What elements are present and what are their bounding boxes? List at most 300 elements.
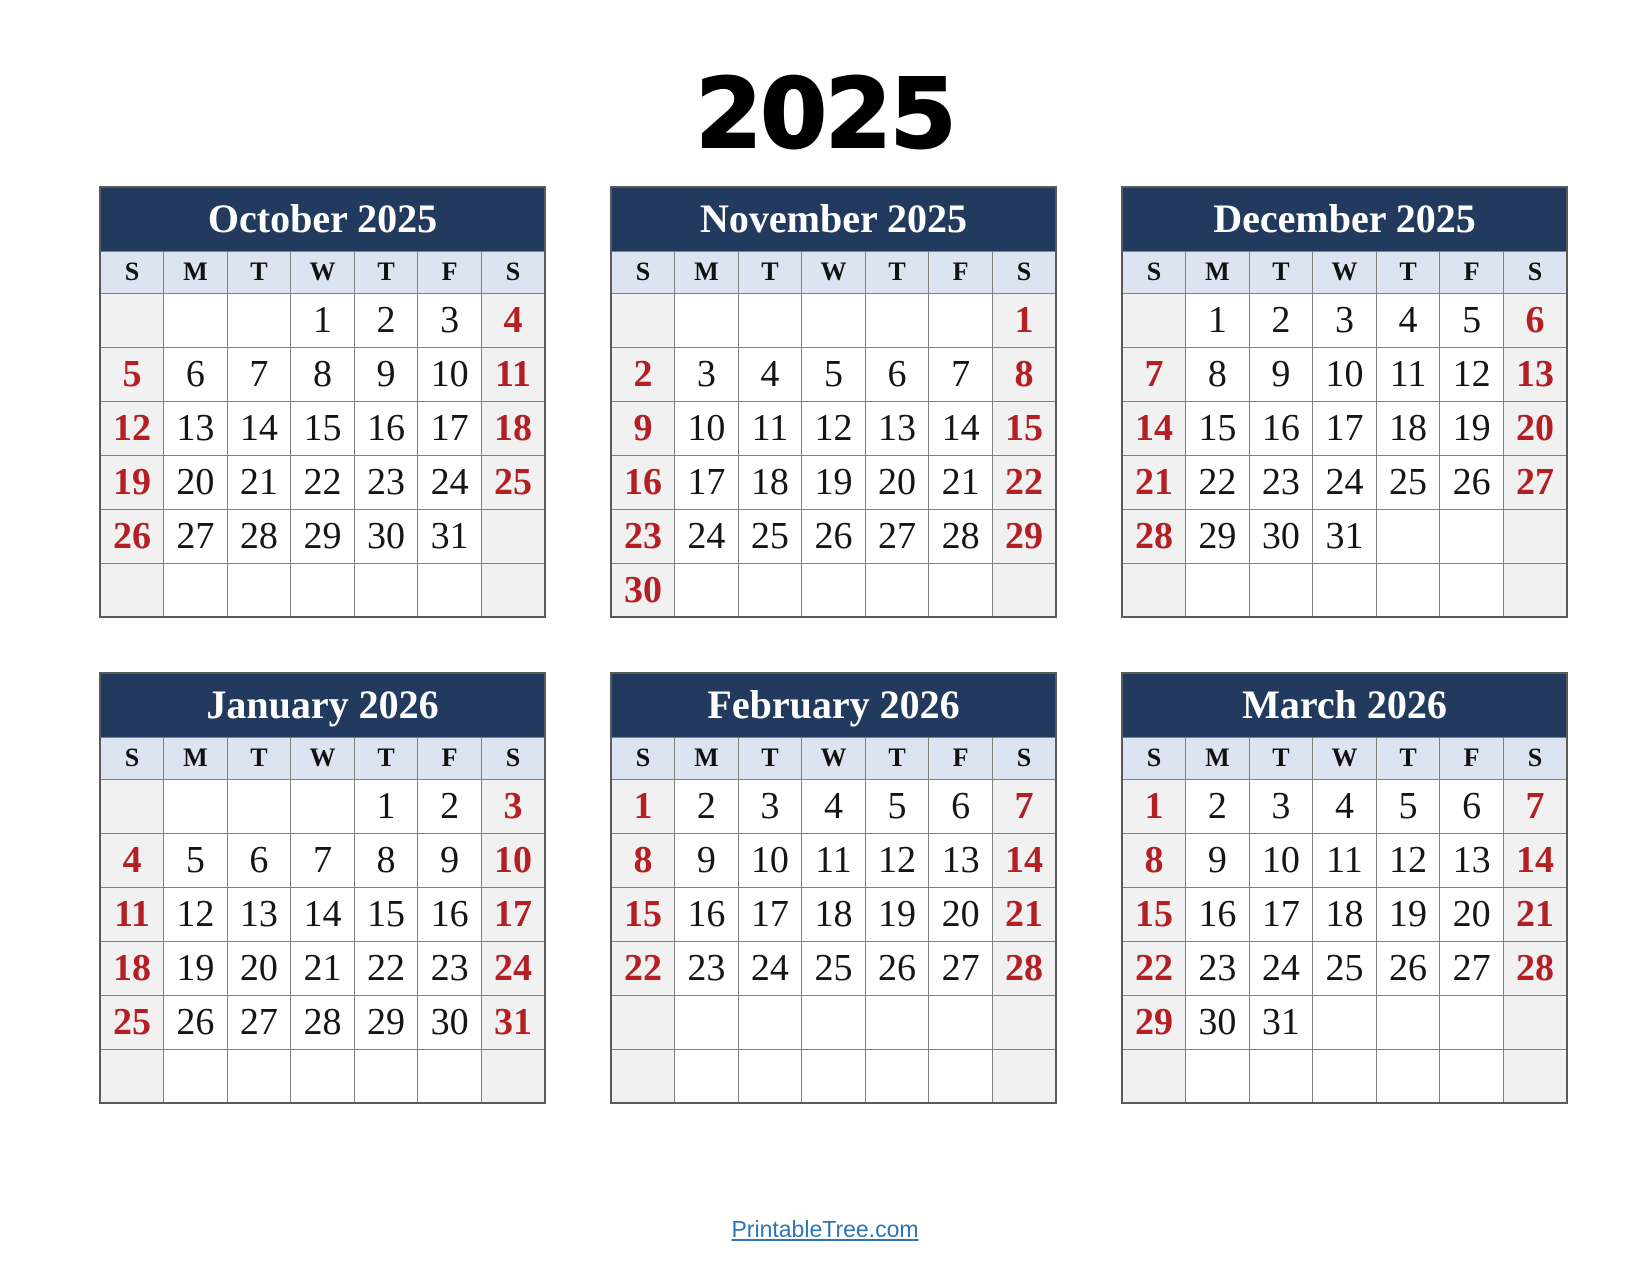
- week-row: [611, 833, 1056, 887]
- week-row: [611, 509, 1056, 563]
- day-cell: 10: [738, 833, 802, 887]
- day-header: F: [929, 737, 993, 779]
- day-cell: 20: [865, 455, 929, 509]
- day-cell: [100, 1049, 164, 1103]
- day-cell: 24: [481, 941, 545, 995]
- day-header: W: [1313, 251, 1377, 293]
- day-cell: 22: [611, 941, 675, 995]
- week-row: [1122, 401, 1567, 455]
- day-cell: 16: [675, 887, 739, 941]
- day-cell: 28: [1122, 509, 1186, 563]
- day-cell: [227, 779, 291, 833]
- day-header: T: [738, 251, 802, 293]
- day-cell: 1: [354, 779, 418, 833]
- day-cell: 5: [865, 779, 929, 833]
- day-cell: 27: [164, 509, 228, 563]
- day-cell: 2: [611, 347, 675, 401]
- day-header: F: [1440, 737, 1504, 779]
- day-cell: [929, 1049, 993, 1103]
- day-cell: 19: [1376, 887, 1440, 941]
- day-cell: [1313, 1049, 1377, 1103]
- day-cell: 6: [1440, 779, 1504, 833]
- day-cell: 4: [481, 293, 545, 347]
- day-cell: 10: [675, 401, 739, 455]
- day-cell: [992, 995, 1056, 1049]
- day-header: T: [865, 737, 929, 779]
- day-cell: [929, 563, 993, 617]
- day-cell: 30: [1249, 509, 1313, 563]
- day-cell: 7: [992, 779, 1056, 833]
- day-cell: [1249, 563, 1313, 617]
- day-cell: [865, 293, 929, 347]
- day-cell: 26: [164, 995, 228, 1049]
- day-cell: [738, 293, 802, 347]
- day-header: M: [164, 251, 228, 293]
- day-header: M: [1186, 737, 1250, 779]
- day-cell: 26: [865, 941, 929, 995]
- day-cell: [1313, 563, 1377, 617]
- day-cell: [1503, 509, 1567, 563]
- week-row: [611, 347, 1056, 401]
- day-cell: 3: [1313, 293, 1377, 347]
- week-row: [1122, 1049, 1567, 1103]
- day-header: F: [929, 251, 993, 293]
- year-title: 2025: [695, 58, 955, 170]
- day-cell: 5: [802, 347, 866, 401]
- day-cell: [802, 995, 866, 1049]
- day-cell: 2: [675, 779, 739, 833]
- day-cell: 20: [227, 941, 291, 995]
- day-cell: [418, 563, 482, 617]
- day-cell: 18: [1376, 401, 1440, 455]
- month-calendar-december-2025: [1121, 186, 1568, 618]
- day-cell: 20: [1503, 401, 1567, 455]
- week-row: [611, 455, 1056, 509]
- day-header: S: [1122, 251, 1186, 293]
- day-cell: 12: [802, 401, 866, 455]
- day-cell: 19: [865, 887, 929, 941]
- day-cell: 5: [100, 347, 164, 401]
- day-header: F: [418, 737, 482, 779]
- day-cell: 26: [100, 509, 164, 563]
- day-cell: 23: [1186, 941, 1250, 995]
- day-cell: 7: [1122, 347, 1186, 401]
- day-cell: 5: [1376, 779, 1440, 833]
- day-cell: [1376, 509, 1440, 563]
- day-cell: 19: [164, 941, 228, 995]
- day-cell: 17: [675, 455, 739, 509]
- day-cell: [291, 563, 355, 617]
- day-cell: 2: [1186, 779, 1250, 833]
- week-row: [1122, 293, 1567, 347]
- day-cell: 13: [865, 401, 929, 455]
- day-cell: 14: [291, 887, 355, 941]
- day-cell: 22: [291, 455, 355, 509]
- week-row: [100, 833, 545, 887]
- day-cell: 2: [354, 293, 418, 347]
- day-cell: 15: [611, 887, 675, 941]
- day-cell: [1249, 1049, 1313, 1103]
- day-cell: 4: [738, 347, 802, 401]
- day-cell: [418, 1049, 482, 1103]
- day-cell: [1440, 509, 1504, 563]
- day-header: F: [418, 251, 482, 293]
- day-cell: 27: [929, 941, 993, 995]
- day-cell: 28: [291, 995, 355, 1049]
- month-calendar-february-2026: [610, 672, 1057, 1104]
- day-cell: 10: [418, 347, 482, 401]
- day-header: S: [100, 737, 164, 779]
- day-cell: [100, 563, 164, 617]
- day-cell: 12: [865, 833, 929, 887]
- day-cell: 16: [418, 887, 482, 941]
- day-cell: [227, 293, 291, 347]
- day-cell: 21: [227, 455, 291, 509]
- day-cell: 1: [611, 779, 675, 833]
- day-cell: 18: [100, 941, 164, 995]
- day-header: W: [802, 251, 866, 293]
- day-cell: 14: [929, 401, 993, 455]
- day-header: M: [164, 737, 228, 779]
- day-header: F: [1440, 251, 1504, 293]
- week-row: [100, 941, 545, 995]
- day-cell: 6: [164, 347, 228, 401]
- day-cell: [929, 293, 993, 347]
- day-cell: [481, 509, 545, 563]
- day-cell: 13: [929, 833, 993, 887]
- day-cell: 13: [227, 887, 291, 941]
- day-header: T: [354, 737, 418, 779]
- month-title: November 2025: [611, 187, 1056, 251]
- week-row: [611, 995, 1056, 1049]
- week-row: [100, 509, 545, 563]
- week-row: [611, 293, 1056, 347]
- day-cell: 25: [100, 995, 164, 1049]
- day-cell: [481, 1049, 545, 1103]
- day-cell: 17: [1313, 401, 1377, 455]
- day-cell: 9: [1249, 347, 1313, 401]
- month-title: October 2025: [100, 187, 545, 251]
- day-cell: 18: [481, 401, 545, 455]
- day-cell: [1122, 293, 1186, 347]
- day-cell: 12: [1440, 347, 1504, 401]
- day-cell: 7: [929, 347, 993, 401]
- day-cell: 22: [354, 941, 418, 995]
- week-row: [611, 779, 1056, 833]
- day-cell: [865, 995, 929, 1049]
- calendar-grid: [99, 186, 1568, 1104]
- month-title: December 2025: [1122, 187, 1567, 251]
- day-cell: 3: [481, 779, 545, 833]
- day-cell: [354, 1049, 418, 1103]
- day-cell: 5: [164, 833, 228, 887]
- week-row: [611, 401, 1056, 455]
- day-cell: 30: [611, 563, 675, 617]
- day-cell: [1440, 1049, 1504, 1103]
- day-cell: 19: [802, 455, 866, 509]
- day-cell: 9: [611, 401, 675, 455]
- day-cell: 18: [802, 887, 866, 941]
- week-row: [611, 941, 1056, 995]
- month-calendar-october-2025: [99, 186, 546, 618]
- day-cell: [675, 995, 739, 1049]
- day-cell: 5: [1440, 293, 1504, 347]
- day-cell: 31: [1249, 995, 1313, 1049]
- week-row: [611, 563, 1056, 617]
- day-cell: 13: [1503, 347, 1567, 401]
- day-cell: 31: [481, 995, 545, 1049]
- day-cell: 3: [1249, 779, 1313, 833]
- day-cell: 17: [1249, 887, 1313, 941]
- week-row: [100, 455, 545, 509]
- day-header: W: [291, 737, 355, 779]
- day-header: M: [1186, 251, 1250, 293]
- day-cell: 16: [611, 455, 675, 509]
- day-cell: [1122, 1049, 1186, 1103]
- week-row: [100, 347, 545, 401]
- day-cell: [675, 1049, 739, 1103]
- day-header: T: [354, 251, 418, 293]
- day-cell: [1440, 563, 1504, 617]
- day-header: S: [481, 251, 545, 293]
- day-cell: [227, 1049, 291, 1103]
- day-cell: 18: [1313, 887, 1377, 941]
- day-header: W: [802, 737, 866, 779]
- day-cell: 20: [929, 887, 993, 941]
- day-header: S: [611, 251, 675, 293]
- day-cell: 6: [865, 347, 929, 401]
- day-cell: 9: [418, 833, 482, 887]
- day-cell: 3: [738, 779, 802, 833]
- day-cell: 24: [1313, 455, 1377, 509]
- day-cell: 23: [1249, 455, 1313, 509]
- day-cell: 27: [1503, 455, 1567, 509]
- day-header: M: [675, 737, 739, 779]
- day-cell: [100, 779, 164, 833]
- day-cell: 22: [992, 455, 1056, 509]
- day-cell: [291, 1049, 355, 1103]
- day-cell: 25: [481, 455, 545, 509]
- day-header: S: [992, 251, 1056, 293]
- day-cell: 16: [1186, 887, 1250, 941]
- day-cell: 26: [1440, 455, 1504, 509]
- day-cell: 9: [354, 347, 418, 401]
- day-cell: 23: [418, 941, 482, 995]
- day-cell: 29: [1122, 995, 1186, 1049]
- month-title: February 2026: [611, 673, 1056, 737]
- footer: [0, 1216, 1650, 1243]
- day-cell: 10: [481, 833, 545, 887]
- day-cell: [1122, 563, 1186, 617]
- footer-link[interactable]: PrintableTree.com: [731, 1216, 919, 1242]
- day-header: T: [227, 737, 291, 779]
- day-cell: 17: [481, 887, 545, 941]
- day-cell: 24: [1249, 941, 1313, 995]
- day-cell: [992, 563, 1056, 617]
- day-cell: 8: [1122, 833, 1186, 887]
- day-cell: 25: [738, 509, 802, 563]
- day-cell: 4: [1313, 779, 1377, 833]
- day-cell: 21: [1122, 455, 1186, 509]
- day-cell: [929, 995, 993, 1049]
- day-cell: 27: [227, 995, 291, 1049]
- day-cell: 1: [291, 293, 355, 347]
- week-row: [611, 1049, 1056, 1103]
- day-cell: 19: [1440, 401, 1504, 455]
- day-cell: 12: [100, 401, 164, 455]
- week-row: [100, 401, 545, 455]
- day-cell: 28: [992, 941, 1056, 995]
- day-cell: 31: [1313, 509, 1377, 563]
- day-cell: 16: [354, 401, 418, 455]
- day-cell: 28: [227, 509, 291, 563]
- day-cell: [992, 1049, 1056, 1103]
- day-header: T: [227, 251, 291, 293]
- day-cell: 27: [1440, 941, 1504, 995]
- day-header: S: [1503, 251, 1567, 293]
- day-cell: [675, 563, 739, 617]
- week-row: [100, 293, 545, 347]
- day-cell: 6: [227, 833, 291, 887]
- day-cell: 11: [1376, 347, 1440, 401]
- day-cell: 2: [418, 779, 482, 833]
- day-cell: 18: [738, 455, 802, 509]
- day-cell: 8: [354, 833, 418, 887]
- day-cell: [291, 779, 355, 833]
- day-cell: 22: [1186, 455, 1250, 509]
- day-cell: 30: [1186, 995, 1250, 1049]
- day-cell: [865, 1049, 929, 1103]
- day-cell: [100, 293, 164, 347]
- day-cell: 20: [164, 455, 228, 509]
- day-header: S: [1122, 737, 1186, 779]
- day-cell: [675, 293, 739, 347]
- day-header: T: [738, 737, 802, 779]
- day-cell: 27: [865, 509, 929, 563]
- day-header: S: [611, 737, 675, 779]
- day-cell: 22: [1122, 941, 1186, 995]
- day-cell: [164, 293, 228, 347]
- day-cell: [1313, 995, 1377, 1049]
- day-cell: [1376, 995, 1440, 1049]
- day-cell: [1503, 1049, 1567, 1103]
- day-cell: [164, 563, 228, 617]
- day-cell: 25: [1313, 941, 1377, 995]
- day-cell: 20: [1440, 887, 1504, 941]
- day-cell: 11: [802, 833, 866, 887]
- day-cell: 24: [738, 941, 802, 995]
- day-cell: 15: [992, 401, 1056, 455]
- day-cell: 25: [1376, 455, 1440, 509]
- day-cell: 6: [929, 779, 993, 833]
- week-row: [1122, 941, 1567, 995]
- day-cell: 9: [675, 833, 739, 887]
- day-cell: 24: [675, 509, 739, 563]
- month-title: January 2026: [100, 673, 545, 737]
- month-calendar-november-2025: [610, 186, 1057, 618]
- day-header: T: [1376, 251, 1440, 293]
- day-cell: [1503, 563, 1567, 617]
- day-cell: [481, 563, 545, 617]
- day-cell: 15: [1122, 887, 1186, 941]
- week-row: [1122, 563, 1567, 617]
- day-cell: 26: [1376, 941, 1440, 995]
- day-cell: [1376, 563, 1440, 617]
- week-row: [1122, 833, 1567, 887]
- day-cell: 14: [227, 401, 291, 455]
- day-cell: 23: [611, 509, 675, 563]
- day-cell: 21: [1503, 887, 1567, 941]
- day-cell: 29: [992, 509, 1056, 563]
- day-cell: 7: [1503, 779, 1567, 833]
- day-cell: 21: [291, 941, 355, 995]
- week-row: [611, 887, 1056, 941]
- day-header: W: [291, 251, 355, 293]
- day-cell: 6: [1503, 293, 1567, 347]
- day-cell: 15: [291, 401, 355, 455]
- day-cell: 23: [354, 455, 418, 509]
- day-cell: 12: [1376, 833, 1440, 887]
- day-cell: 19: [100, 455, 164, 509]
- day-cell: 1: [992, 293, 1056, 347]
- day-cell: 24: [418, 455, 482, 509]
- day-cell: 17: [738, 887, 802, 941]
- day-cell: [802, 1049, 866, 1103]
- day-cell: 14: [1122, 401, 1186, 455]
- day-cell: 10: [1249, 833, 1313, 887]
- day-cell: [802, 293, 866, 347]
- day-cell: [354, 563, 418, 617]
- week-row: [100, 887, 545, 941]
- day-header: M: [675, 251, 739, 293]
- week-row: [100, 995, 545, 1049]
- day-cell: [164, 1049, 228, 1103]
- month-title: March 2026: [1122, 673, 1567, 737]
- day-header: S: [481, 737, 545, 779]
- day-cell: 7: [227, 347, 291, 401]
- day-cell: 4: [100, 833, 164, 887]
- day-cell: 11: [738, 401, 802, 455]
- day-cell: 11: [481, 347, 545, 401]
- week-row: [1122, 455, 1567, 509]
- day-cell: 30: [354, 509, 418, 563]
- day-header: T: [1249, 737, 1313, 779]
- day-cell: 13: [1440, 833, 1504, 887]
- day-cell: 17: [418, 401, 482, 455]
- day-cell: 1: [1122, 779, 1186, 833]
- day-cell: 7: [291, 833, 355, 887]
- day-cell: 4: [802, 779, 866, 833]
- week-row: [1122, 509, 1567, 563]
- month-calendar-january-2026: [99, 672, 546, 1104]
- day-cell: 13: [164, 401, 228, 455]
- day-cell: [1503, 995, 1567, 1049]
- day-cell: [227, 563, 291, 617]
- day-cell: 15: [1186, 401, 1250, 455]
- day-cell: 11: [100, 887, 164, 941]
- day-cell: [1186, 1049, 1250, 1103]
- day-cell: 10: [1313, 347, 1377, 401]
- day-cell: 14: [1503, 833, 1567, 887]
- week-row: [100, 1049, 545, 1103]
- day-cell: [1376, 1049, 1440, 1103]
- day-cell: 29: [1186, 509, 1250, 563]
- day-cell: [611, 995, 675, 1049]
- day-cell: 23: [675, 941, 739, 995]
- day-cell: [802, 563, 866, 617]
- day-cell: [1440, 995, 1504, 1049]
- day-cell: 9: [1186, 833, 1250, 887]
